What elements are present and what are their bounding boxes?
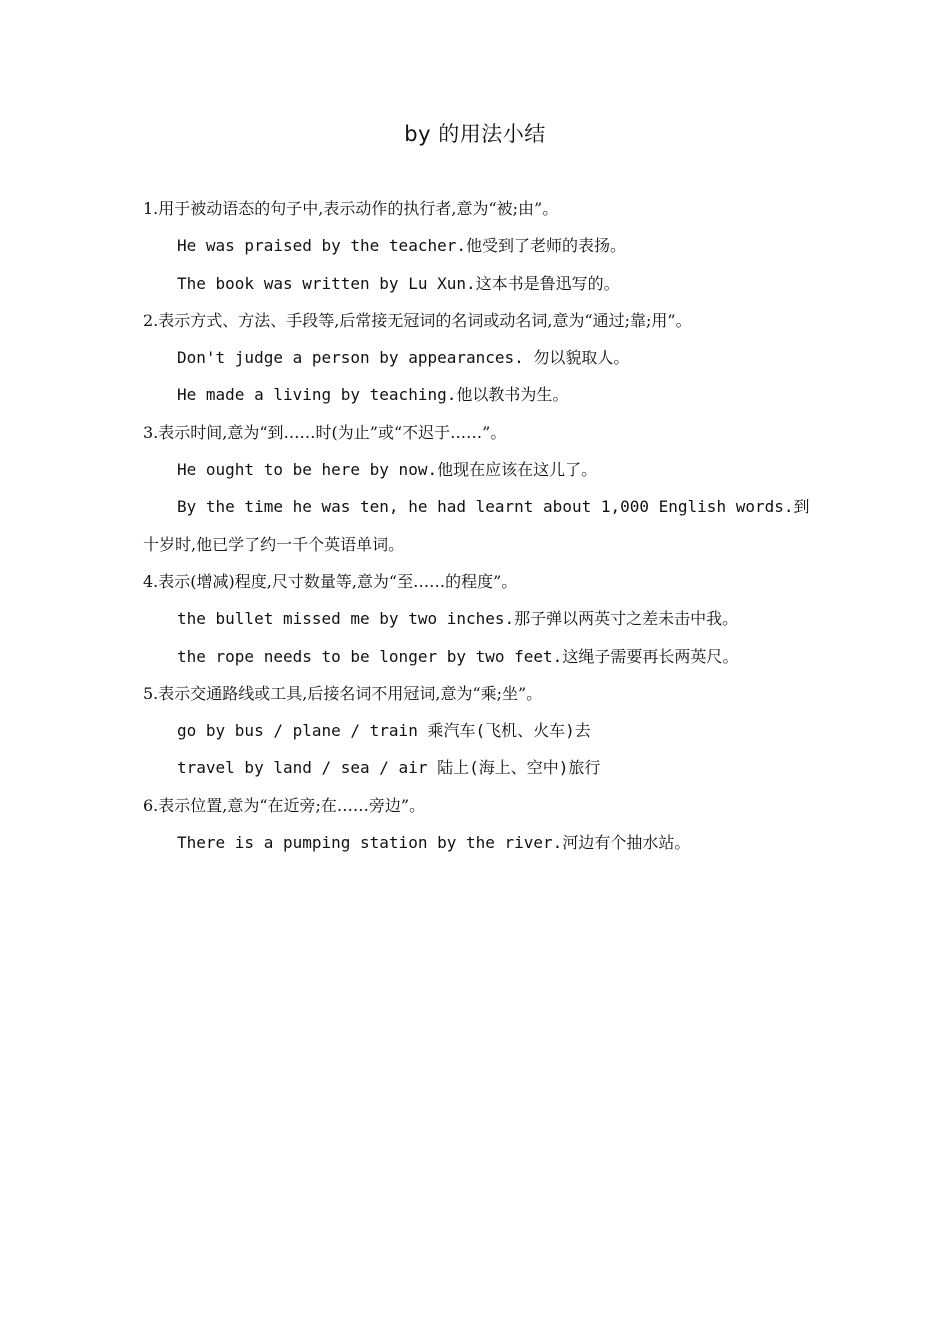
document-title: by 的用法小结 bbox=[404, 122, 546, 146]
example-sentence: go by bus / plane / train 乘汽车(飞机、火车)去 bbox=[177, 721, 591, 741]
section-heading: 3.表示时间,意为“到……时(为止”或“不迟于……”。 bbox=[143, 422, 507, 442]
example-sentence: By the time he was ten, he had learnt about 1,000 English words.到 bbox=[177, 497, 810, 517]
example-sentence: There is a pumping station by the river.河边有个抽水站。 bbox=[177, 833, 691, 853]
section-heading: 2.表示方式、方法、手段等,后常接无冠词的名词或动名词,意为“通过;靠;用”。 bbox=[143, 310, 692, 330]
example-sentence: Don't judge a person by appearances. 勿以貌取人。 bbox=[177, 348, 630, 368]
example-sentence: He was praised by the teacher.他受到了老师的表扬。 bbox=[177, 236, 626, 256]
example-sentence: The book was written by Lu Xun.这本书是鲁迅写的。 bbox=[177, 273, 620, 293]
example-sentence: He ought to be here by now.他现在应该在这儿了。 bbox=[177, 460, 598, 480]
section-heading: 4.表示(增减)程度,尺寸数量等,意为“至……的程度”。 bbox=[143, 571, 518, 591]
document-body bbox=[143, 190, 823, 861]
example-sentence: the rope needs to be longer by two feet.这绳子需要再长两英尺。 bbox=[177, 646, 739, 666]
example-sentence: the bullet missed me by two inches.那子弹以两英寸之差未击中我。 bbox=[177, 609, 739, 629]
section-heading: 6.表示位置,意为“在近旁;在……旁边”。 bbox=[143, 795, 426, 815]
section-heading: 1.用于被动语态的句子中,表示动作的执行者,意为“被;由”。 bbox=[143, 199, 559, 218]
example-sentence: travel by land / sea / air 陆上(海上、空中)旅行 bbox=[177, 758, 601, 778]
example-sentence: He made a living by teaching.他以教书为生。 bbox=[177, 385, 569, 405]
example-continuation: 十岁时,他已学了约一千个英语单词。 bbox=[143, 534, 405, 554]
section-heading: 5.表示交通路线或工具,后接名词不用冠词,意为“乘;坐”。 bbox=[143, 683, 543, 703]
